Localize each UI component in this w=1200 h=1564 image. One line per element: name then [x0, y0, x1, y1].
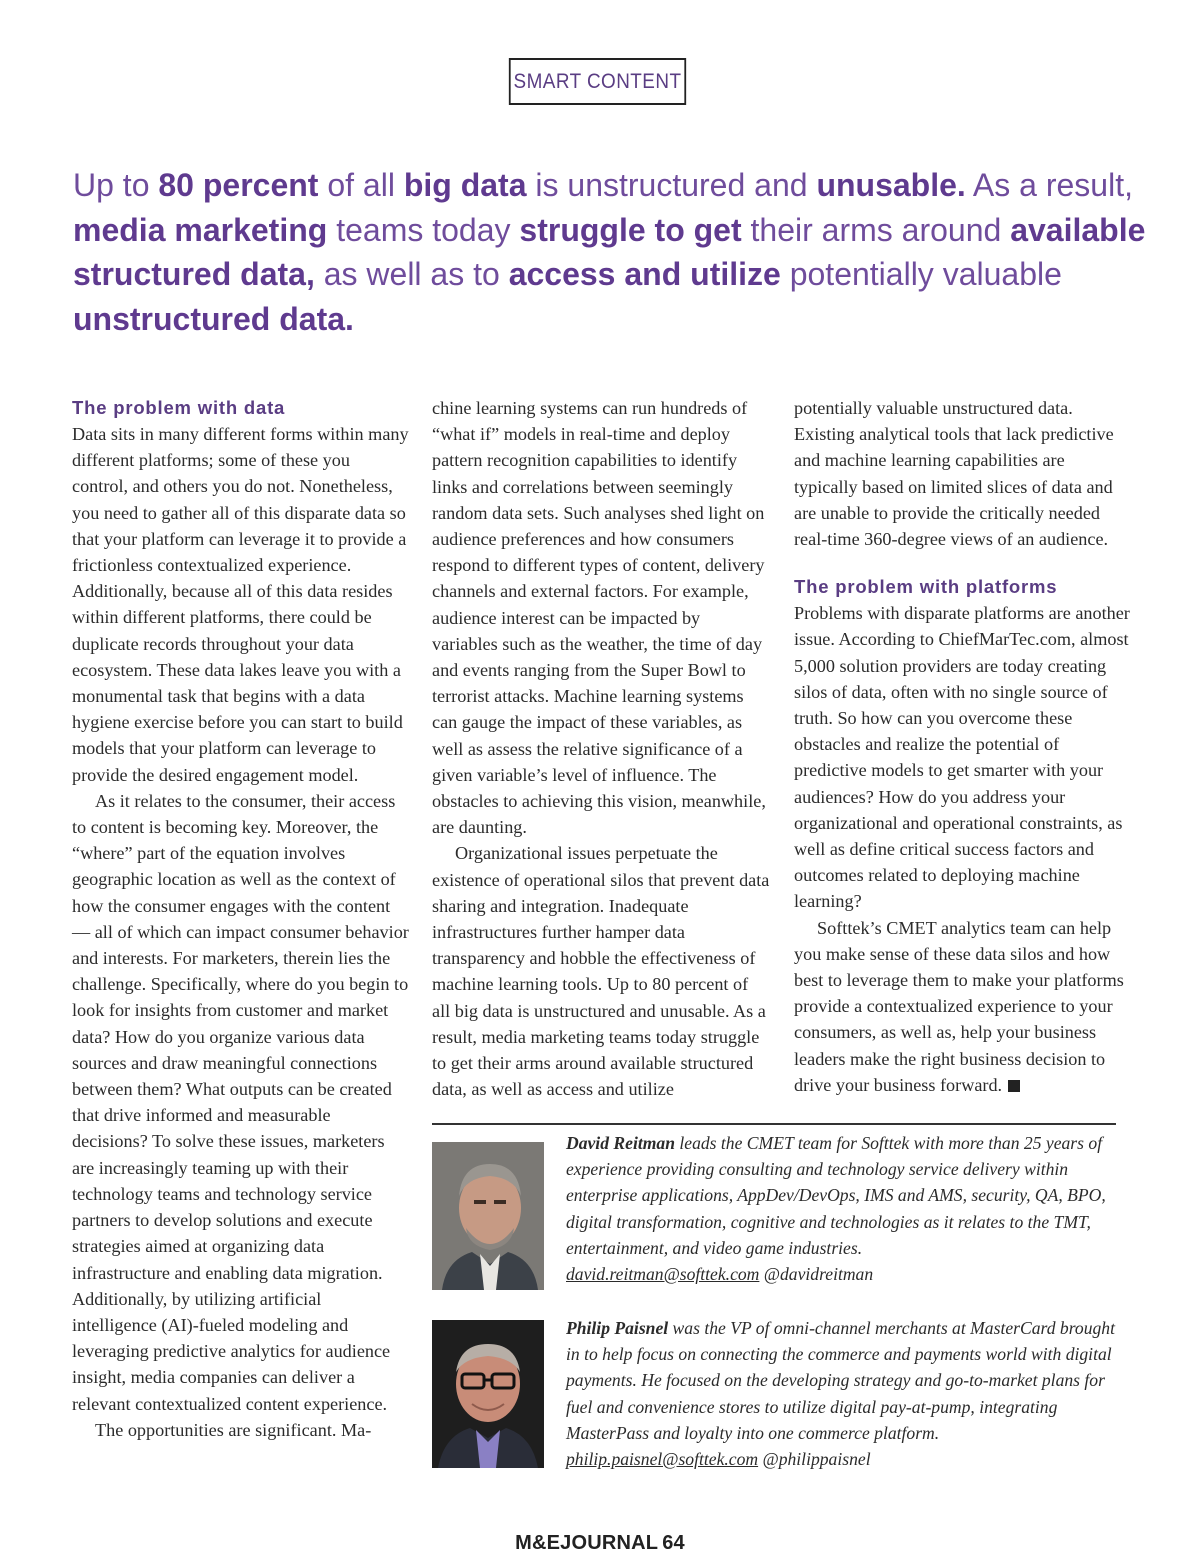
bio-divider [432, 1123, 1116, 1125]
pull-quote [73, 163, 1153, 341]
section-tag: SMART CONTENT [509, 58, 686, 105]
author-email-link[interactable]: david.reitman@softtek.com [566, 1264, 760, 1285]
pull-quote-segment: teams today [327, 211, 520, 248]
author-handle: @davidreitman [763, 1264, 874, 1285]
pull-quote-segment: 80 percent [158, 167, 319, 203]
pull-quote-segment: their arms around [741, 211, 1011, 248]
author-email-link[interactable]: philip.paisnel@softtek.com [566, 1449, 759, 1470]
page-number: 64 [662, 1532, 685, 1554]
pull-quote-segment: Up to [73, 167, 159, 203]
pull-quote-segment: available structured data, [73, 211, 1146, 292]
section-heading-data: The problem with data [72, 397, 286, 418]
pull-quote-segment: of all [318, 167, 404, 203]
author-name: David Reitman [566, 1133, 675, 1153]
pull-quote-segment: as well as to [314, 256, 509, 292]
pull-quote-segment: media marketing [73, 211, 328, 248]
article-paragraph: Data sits in many different forms within many different platforms; some of these you control, and others you do not. Nonetheless, you need to gather all of this disparate data so that your platform can leverage it to provide a frictionless contextualized experience. Additionally, because all of this data resides within different platforms, there could be duplicate records throughout your data ecosystem. These data lakes leave you with a monumental task that begins with a data hygiene exercise before you can start to build models that your platform can leverage to provide the desired engagement model. [72, 424, 409, 785]
author-bio-text: was the VP of omni-channel merchants at MasterCard brought in to help focus on connecting the commerce and payments world with digital payments. He focused on the developing strategy and go-to-market plans for fuel and convenience stores to utilize digital pay-at-pump, integrating MasterPass and loyalty into one commerce platform. [566, 1318, 1115, 1443]
author-bio-philip-paisnel [566, 1315, 1126, 1472]
author-name: Philip Paisnel [566, 1318, 669, 1338]
author-bio-text: leads the CMET team for Softtek with more than 25 years of experience providing consulting and technology service delivery within enterprise applications, AppDev/DevOps, IMS and AMS, security, QA, BPO, digital transformation, cognitive and technologies as it relates to the TMT, entertainment, and video game industries. [566, 1133, 1106, 1258]
pull-quote-segment: big data [403, 167, 527, 203]
author-photo-david-reitman [432, 1142, 544, 1290]
article-paragraph: The opportunities are significant. Ma- [95, 1419, 372, 1440]
article-column-1 [72, 395, 410, 1443]
end-of-article-mark [1008, 1080, 1020, 1092]
article-paragraph [794, 915, 1130, 1098]
article-paragraph: chine learning systems can run hundreds of “what if” models in real-time and deploy pattern recognition capabilities to identify links and correlations between seemingly random data sets. Such analyses shed light on audience preferences and how consumers respond to different types of content, delivery channels and external factors. For example, audience interest can be impacted by variables such as the weather, the time of day and events ranging from the Super Bowl to terrorist attacks. Machine learning systems can gauge the impact of these variables, as well as assess the relative significance of a given variable’s level of influence. The obstacles to achieving this vision, meanwhile, are daunting. [432, 398, 766, 838]
pull-quote-segment: access and utilize [508, 256, 781, 292]
footer-brand-me: M&E [515, 1532, 561, 1554]
article-column-3 [794, 395, 1130, 1098]
pull-quote-segment: unusable. [816, 167, 966, 203]
article-paragraph: potentially valuable unstructured data. Existing analytical tools that lack predictive and machine learning capabilities are typically based on limited slices of data and are unable to provide the critically needed real-time 360-degree views of an audience. [794, 398, 1114, 550]
pull-quote-segment: As a result, [965, 167, 1133, 203]
article-paragraph: As it relates to the consumer, their access to content is becoming key. Moreover, the “where” part of the equation involves geographic location as well as the context of how the consumer engages with the content — all of which can impact consumer behavior and interests. For marketers, therein lies the challenge. Specifically, where do you begin to look for insights from customer and market data? How do you organize various data sources and draw meaningful connections between them? What outputs can be created that drive informed and measurable decisions? To solve these issues, marketers are increasingly teaming up with their technology teams and technology service partners to develop solutions and execute strategies aimed at organizing data infrastructure and enabling data migration. Additionally, by utilizing artificial intelligence (AI)-fueled modeling and leveraging predictive analytics for audience insight, media companies can deliver a relevant contextualized content experience. [72, 790, 409, 1414]
page-footer [0, 1532, 1200, 1555]
article-column-2 [432, 395, 770, 1102]
pull-quote-segment: is unstructured and [526, 167, 817, 203]
author-handle: @philippaisnel [762, 1449, 871, 1470]
author-bio-david-reitman [566, 1130, 1126, 1287]
pull-quote-segment: unstructured data. [73, 300, 354, 337]
pull-quote-segment: potentially valuable [780, 256, 1062, 292]
article-paragraph: Problems with disparate platforms are another issue. According to ChiefMarTec.com, almost 5,000 solution providers are today creating silos of data, often with no single source of truth. So how can you overcome these obstacles and realize the potential of predictive models to get smarter with your audiences? How do you address your organizational and operational constraints, as well as define critical success factors and outcomes related to deploying machine learning? [794, 603, 1130, 912]
pull-quote-segment: struggle to get [519, 211, 742, 248]
author-photo-philip-paisnel [432, 1320, 544, 1468]
article-paragraph: Organizational issues perpetuate the existence of operational silos that prevent data sharing and integration. Inadequate infrastructures further hamper data transparency and hobble the effectiveness of machine learning tools. Up to 80 percent of all big data is unstructured and unusable. As a result, media marketing teams today struggle to get their arms around available structured data, as well as access and utilize [432, 843, 770, 1100]
section-heading-platforms: The problem with platforms [794, 576, 1058, 598]
closing-paragraph-text: Softtek’s CMET analytics team can help you make sense of these data silos and how best to leverage them to make your platforms provide a contextualized experience to your consumers, as well as, help your business leaders make the right business decision to drive your business forward. [794, 917, 1124, 1095]
footer-brand-journal: JOURNAL [560, 1532, 659, 1554]
